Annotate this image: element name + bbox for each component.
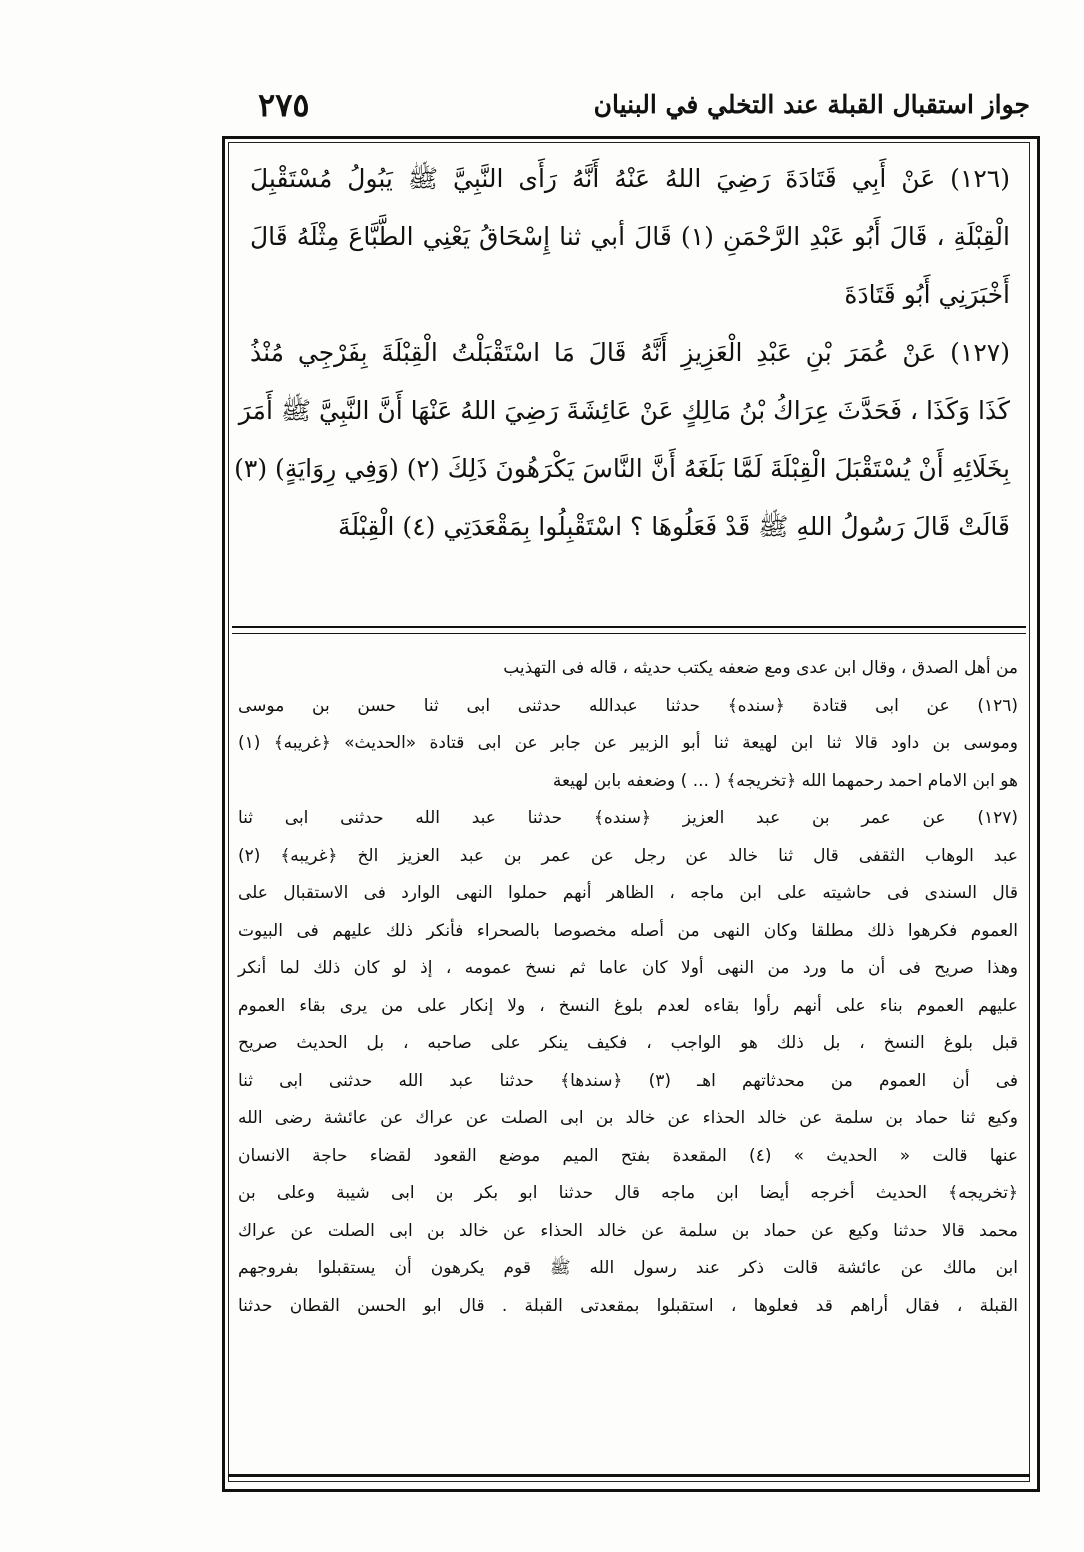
text-line: الْقِبْلَةِ ، قَالَ أَبُو عَبْدِ الرَّحْمَنِ (١) قَالَ أبي ثنا إِسْحَاقُ يَعْنِي الطَّبَّاعَ مِثْلَهُ قَالَ (250, 222, 1010, 251)
text-line: كَذَا وَكَذَا ، فَحَدَّثَ عِرَاكُ بْنُ مَالِكٍ عَنْ عَائِشَةَ رَضِيَ اللهُ عَنْهَا أَنَّ النَّبِيَّ ﷺ أَمَرَ (238, 396, 1010, 425)
text-line: (١٢٦) عَنْ أَبِي قَتَادَةَ رَضِيَ اللهُ عَنْهُ أَنَّهُ رَأَى النَّبِيَّ ﷺ يَبُولُ مُسْتَقْبِلَ (250, 164, 1010, 193)
commentary-notes (238, 650, 1018, 1325)
text-line: بِخَلَائِهِ أَنْ يُسْتَقْبَلَ الْقِبْلَةَ لَمَّا بَلَغَهُ أَنَّ النَّاسَ يَكْرَهُونَ ذَلِكَ (٢) (وَفِي رِوَايَةٍ) (٣) (234, 454, 1010, 483)
note-line: ﴿تخريجه﴾ الحديث أخرجه أيضا ابن ماجه قال حدثنا ابو بكر بن ابى شيبة وعلى بن (238, 1183, 1018, 1203)
note-line: فى أن العموم من محدثاتهم اهـ (٣) ﴿سندها﴾ حدثنا عبد الله حدثنى ابى ثنا (238, 1070, 1018, 1091)
note-line: قال السندى فى حاشيته على ابن ماجه ، الظاهر أنهم حملوا النهى الوارد فى الاستقبال على (238, 883, 1018, 903)
footnote-separator (232, 626, 1026, 634)
text-line: قَالَتْ قَالَ رَسُولُ اللهِ ﷺ قَدْ فَعَلُوهَا ؟ اسْتَقْبِلُوا بِمَقْعَدَتِي (٤) الْقِبْلَةَ (338, 512, 1010, 541)
page-header (228, 84, 1038, 136)
note-line: (١٢٧) عن عمر بن عبد العزيز ﴿سنده﴾ حدثنا عبد الله حدثنى ابى ثنا (238, 808, 1018, 828)
note-line: القبلة ، فقال أراهم قد فعلوها ، استقبلوا بمقعدتى القبلة . قال ابو الحسن القطان حدثنا (238, 1295, 1018, 1316)
bottom-frame-rule (228, 1474, 1030, 1477)
note-line: (١٢٦) عن ابى قتادة ﴿سنده﴾ حدثنا عبدالله حدثنى ابى ثنا حسن بن موسى (238, 695, 1018, 716)
running-title: جواز استقبال القبلة عند التخلي في البنيان (593, 90, 1030, 119)
note-line: قبل بلوغ النسخ ، بل ذلك هو الواجب ، فكيف ينكر على صاحبه ، بل الحديث صريح (238, 1033, 1018, 1053)
note-line: عنها قالت « الحديث » (٤) المقعدة بفتح الميم موضع القعود لقضاء حاجة الانسان (238, 1145, 1018, 1166)
note-line: وهذا صريح فى أن ما ورد من النهى أولا كان عاما ثم نسخ عمومه ، إذ لو كان ذلك لما أنكر (238, 958, 1018, 978)
note-line: وموسى بن داود قالا ثنا ابن لهيعة ثنا أبو الزبير عن جابر عن ابى قتادة «الحديث» ﴿غريبه﴾ (١) (238, 733, 1018, 753)
note-line: عليهم العموم بناء على أنهم رأوا بقاءه لعدم بلوغ النسخ ، ولا إنكار على من يرى بقاء العموم (238, 995, 1018, 1016)
text-line: (١٢٧) عَنْ عُمَرَ بْنِ عَبْدِ الْعَزِيزِ أَنَّهُ قَالَ مَا اسْتَقْبَلْتُ الْقِبْلَةَ بِفَرْجِي مُنْذُ (250, 338, 1010, 367)
note-line: محمد قالا حدثنا وكيع عن حماد بن سلمة عن خالد الحذاء عن خالد بن ابى الصلت عن عراك (238, 1220, 1018, 1241)
text-line: أَخْبَرَنِي أَبُو قَتَادَةَ (844, 280, 1010, 309)
note-line: هو ابن الامام احمد رحمهما الله ﴿تخريجه﴾ ( ... ) وضعفه بابن لهيعة (552, 770, 1018, 791)
note-line: عبد الوهاب الثقفى قال ثنا خالد عن رجل عن عمر بن عبد العزيز الخ ﴿غريبه﴾ (٢) (238, 845, 1018, 866)
note-line: العموم فكرهوا ذلك مطلقا وكان النهى من أصله مخصوصا بالصحراء فأنكر ذلك عليهم فى البيوت (238, 920, 1018, 941)
note-line: وكيع ثنا حماد بن سلمة عن خالد الحذاء عن خالد بن ابى الصلت عن عراك عن عائشة رضى الله (238, 1108, 1018, 1128)
main-hadith-text (234, 150, 1010, 556)
note-line: من أهل الصدق ، وقال ابن عدى ومع ضعفه يكتب حديثه ، قاله فى التهذيب (503, 658, 1018, 678)
page-number: ٢٧٥ (258, 86, 310, 124)
note-line: ابن مالك عن عائشة قالت ذكر عند رسول الله ﷺ قوم يكرهون أن يستقبلوا بفروجهم (238, 1258, 1018, 1278)
